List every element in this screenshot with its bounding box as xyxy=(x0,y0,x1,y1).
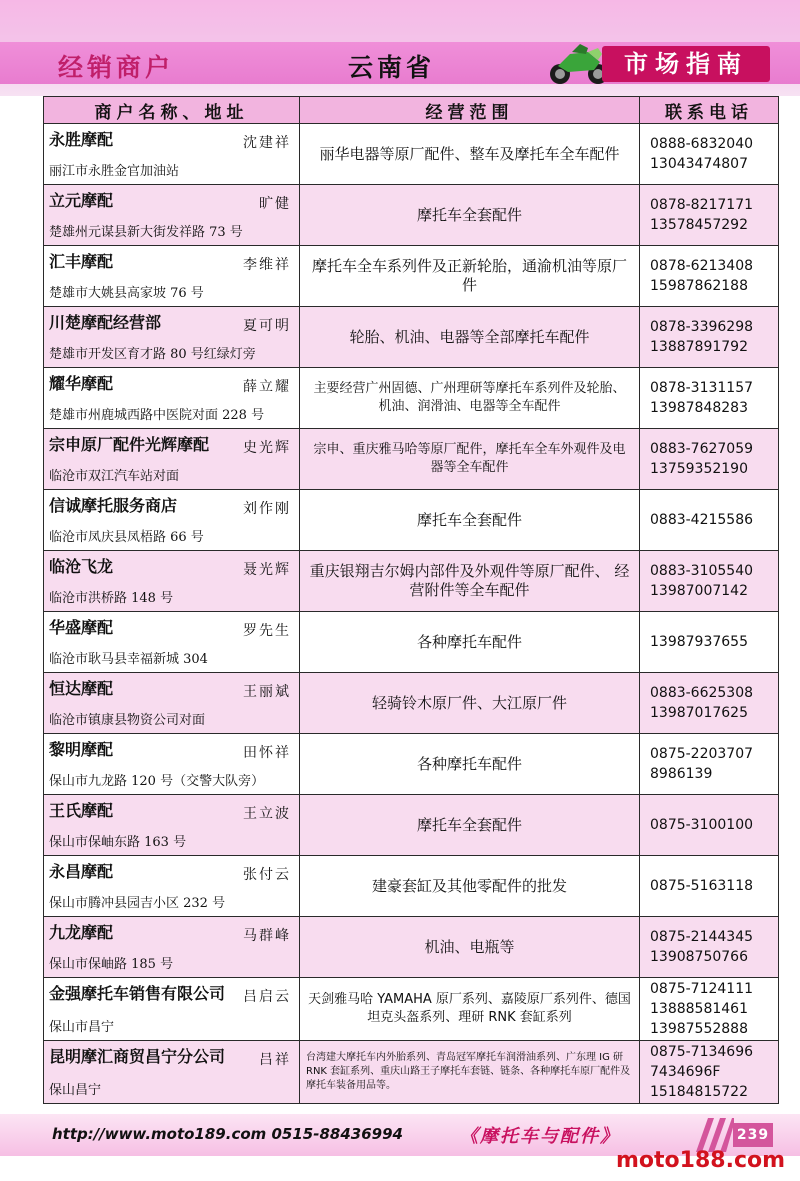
business-scope: 各种摩托车配件 xyxy=(300,734,640,795)
name-cell xyxy=(44,429,300,490)
table-row xyxy=(44,673,779,734)
name-cell xyxy=(44,917,300,978)
contact-person: 薛立耀 xyxy=(243,379,291,395)
contact-person: 吕启云 xyxy=(243,989,291,1005)
business-scope: 轮胎、机油、电器等全部摩托车配件 xyxy=(300,307,640,368)
table-row xyxy=(44,734,779,795)
magazine-title: 《摩托车与配件》 xyxy=(460,1126,620,1147)
shop-name: 恒达摩配 xyxy=(49,679,114,698)
shop-address: 丽江市永胜金官加油站 xyxy=(49,164,180,179)
table-row xyxy=(44,795,779,856)
shop-address: 楚雄市州鹿城西路中医院对面 228 号 xyxy=(49,408,265,423)
business-scope: 丽华电器等原厂配件、整车及摩托车全车配件 xyxy=(300,124,640,185)
phone-number: 0878-3131157 13987848283 xyxy=(640,368,779,429)
shop-name: 昆明摩汇商贸昌宁分公司 xyxy=(49,1047,226,1066)
business-scope: 各种摩托车配件 xyxy=(300,612,640,673)
name-cell xyxy=(44,246,300,307)
shop-address: 保山昌宁 xyxy=(49,1083,102,1098)
shop-address: 保山市九龙路 120 号（交警大队旁） xyxy=(49,774,265,789)
business-scope: 机油、电瓶等 xyxy=(300,917,640,978)
shop-address: 临沧市镇康县物资公司对面 xyxy=(49,713,206,728)
name-cell xyxy=(44,124,300,185)
contact-person: 夏可明 xyxy=(243,318,291,334)
table-row xyxy=(44,185,779,246)
shop-address: 保山市保岫路 185 号 xyxy=(49,957,174,972)
name-cell xyxy=(44,1041,300,1104)
website-link[interactable]: http://www.moto189.com 0515-88436994 xyxy=(52,1125,403,1143)
shop-address: 楚雄市开发区育才路 80 号红绿灯旁 xyxy=(49,347,256,362)
page-number: 239 xyxy=(733,1123,773,1147)
name-cell xyxy=(44,490,300,551)
phone-number: 0888-6832040 13043474807 xyxy=(640,124,779,185)
shop-name: 立元摩配 xyxy=(49,191,114,210)
business-scope: 摩托车全套配件 xyxy=(300,795,640,856)
column-header-phone: 联系电话 xyxy=(640,97,779,124)
name-cell xyxy=(44,551,300,612)
column-header-scope: 经营范围 xyxy=(300,97,640,124)
contact-person: 刘作刚 xyxy=(243,501,291,517)
shop-address: 楚雄州元谋县新大街发祥路 73 号 xyxy=(49,225,243,240)
shop-address: 临沧市耿马县幸福新城 304 xyxy=(49,652,208,667)
contact-person: 马群峰 xyxy=(243,928,291,944)
contact-person: 田怀祥 xyxy=(243,745,291,761)
phone-number: 0878-8217171 13578457292 xyxy=(640,185,779,246)
stripes-decoration-icon xyxy=(694,1118,734,1152)
phone-number: 0875-7124111 13888581461 13987552888 xyxy=(640,978,779,1041)
shop-address: 保山市腾冲县园吉小区 232 号 xyxy=(49,896,226,911)
table-row xyxy=(44,856,779,917)
shop-name: 汇丰摩配 xyxy=(49,252,114,271)
phone-number: 0875-5163118 xyxy=(640,856,779,917)
market-guide-title: 市场指南 xyxy=(602,46,770,82)
business-scope: 摩托车全套配件 xyxy=(300,490,640,551)
table-row xyxy=(44,612,779,673)
phone-number: 0875-2144345 13908750766 xyxy=(640,917,779,978)
contact-person: 史光辉 xyxy=(243,440,291,456)
contact-person: 张付云 xyxy=(243,867,291,883)
contact-person: 旷健 xyxy=(259,196,291,212)
shop-name: 黎明摩配 xyxy=(49,740,114,759)
contact-person: 沈建祥 xyxy=(243,135,291,151)
section-title: 经销商户 xyxy=(58,53,175,82)
name-cell xyxy=(44,307,300,368)
shop-address: 保山市昌宁 xyxy=(49,1020,115,1035)
business-scope: 台湾建大摩托车内外胎系列、青岛冠军摩托车润滑油系列、广东理 IG 研 RNK 套缸系列、重庆山路王子摩托车套链、链条、各种摩托车原厂配件及摩托车装备用品等。 xyxy=(300,1041,640,1104)
shop-name: 川楚摩配经营部 xyxy=(49,313,162,332)
contact-person: 王立波 xyxy=(243,806,291,822)
dealer-table xyxy=(43,96,779,1104)
table-header-row xyxy=(44,97,779,124)
shop-address: 保山市保岫东路 163 号 xyxy=(49,835,187,850)
business-scope: 摩托车全车系列件及正新轮胎，通渝机油等原厂件 xyxy=(300,246,640,307)
shop-name: 王氏摩配 xyxy=(49,801,114,820)
phone-number: 0883-3105540 13987007142 xyxy=(640,551,779,612)
business-scope: 主要经营广州固德、广州理研等摩托车系列件及轮胎、机油、润滑油、电器等全车配件 xyxy=(300,368,640,429)
business-scope: 重庆银翔吉尔姆内部件及外观件等原厂配件、 经营附件等全车配件 xyxy=(300,551,640,612)
motorcycle-icon xyxy=(548,40,610,86)
table-row xyxy=(44,307,779,368)
contact-person: 罗先生 xyxy=(243,623,291,639)
shop-name: 金强摩托车销售有限公司 xyxy=(49,984,226,1003)
shop-address: 临沧市双江汽车站对面 xyxy=(49,469,180,484)
site-watermark: moto188.com xyxy=(616,1148,786,1173)
phone-number: 0883-4215586 xyxy=(640,490,779,551)
name-cell xyxy=(44,856,300,917)
table-row xyxy=(44,917,779,978)
shop-name: 华盛摩配 xyxy=(49,618,114,637)
phone-number: 0878-6213408 15987862188 xyxy=(640,246,779,307)
table-row xyxy=(44,978,779,1041)
shop-name: 永昌摩配 xyxy=(49,862,114,881)
business-scope: 建豪套缸及其他零配件的批发 xyxy=(300,856,640,917)
business-scope: 天剑雅马哈 YAMAHA 原厂系列、嘉陵原厂系列件、德国坦克头盔系列、理研 RNK 套缸系列 xyxy=(300,978,640,1041)
name-cell xyxy=(44,734,300,795)
phone-number: 0875-7134696 7434696F 15184815722 xyxy=(640,1041,779,1104)
table-row xyxy=(44,1041,779,1104)
name-cell xyxy=(44,185,300,246)
contact-person: 聂光辉 xyxy=(243,562,291,578)
name-cell xyxy=(44,612,300,673)
table-row xyxy=(44,551,779,612)
phone-number: 0883-6625308 13987017625 xyxy=(640,673,779,734)
column-header-name: 商户名称、地址 xyxy=(44,97,300,124)
phone-number: 0883-7627059 13759352190 xyxy=(640,429,779,490)
table-row xyxy=(44,368,779,429)
business-scope: 轻骑铃木原厂件、大江原厂件 xyxy=(300,673,640,734)
table-row xyxy=(44,124,779,185)
contact-person: 李维祥 xyxy=(243,257,291,273)
name-cell xyxy=(44,978,300,1041)
shop-name: 永胜摩配 xyxy=(49,130,114,149)
shop-address: 临沧市凤庆县凤梧路 66 号 xyxy=(49,530,204,545)
phone-number: 0875-3100100 xyxy=(640,795,779,856)
name-cell xyxy=(44,673,300,734)
phone-number: 0875-2203707 8986139 xyxy=(640,734,779,795)
contact-person: 吕祥 xyxy=(259,1052,291,1068)
province-title: 云南省 xyxy=(348,53,436,82)
shop-address: 临沧市洪桥路 148 号 xyxy=(49,591,174,606)
shop-name: 九龙摩配 xyxy=(49,923,114,942)
shop-name: 宗申原厂配件光辉摩配 xyxy=(49,435,210,454)
table-row xyxy=(44,429,779,490)
shop-name: 信诚摩托服务商店 xyxy=(49,496,178,515)
business-scope: 摩托车全套配件 xyxy=(300,185,640,246)
table-row xyxy=(44,490,779,551)
name-cell xyxy=(44,368,300,429)
contact-person: 王丽斌 xyxy=(243,684,291,700)
shop-address: 楚雄市大姚县高家坡 76 号 xyxy=(49,286,204,301)
shop-name: 临沧飞龙 xyxy=(49,557,114,576)
phone-number: 0878-3396298 13887891792 xyxy=(640,307,779,368)
table-row xyxy=(44,246,779,307)
name-cell xyxy=(44,795,300,856)
shop-name: 耀华摩配 xyxy=(49,374,114,393)
business-scope: 宗申、重庆雅马哈等原厂配件，摩托车全车外观件及电器等全车配件 xyxy=(300,429,640,490)
phone-number: 13987937655 xyxy=(640,612,779,673)
